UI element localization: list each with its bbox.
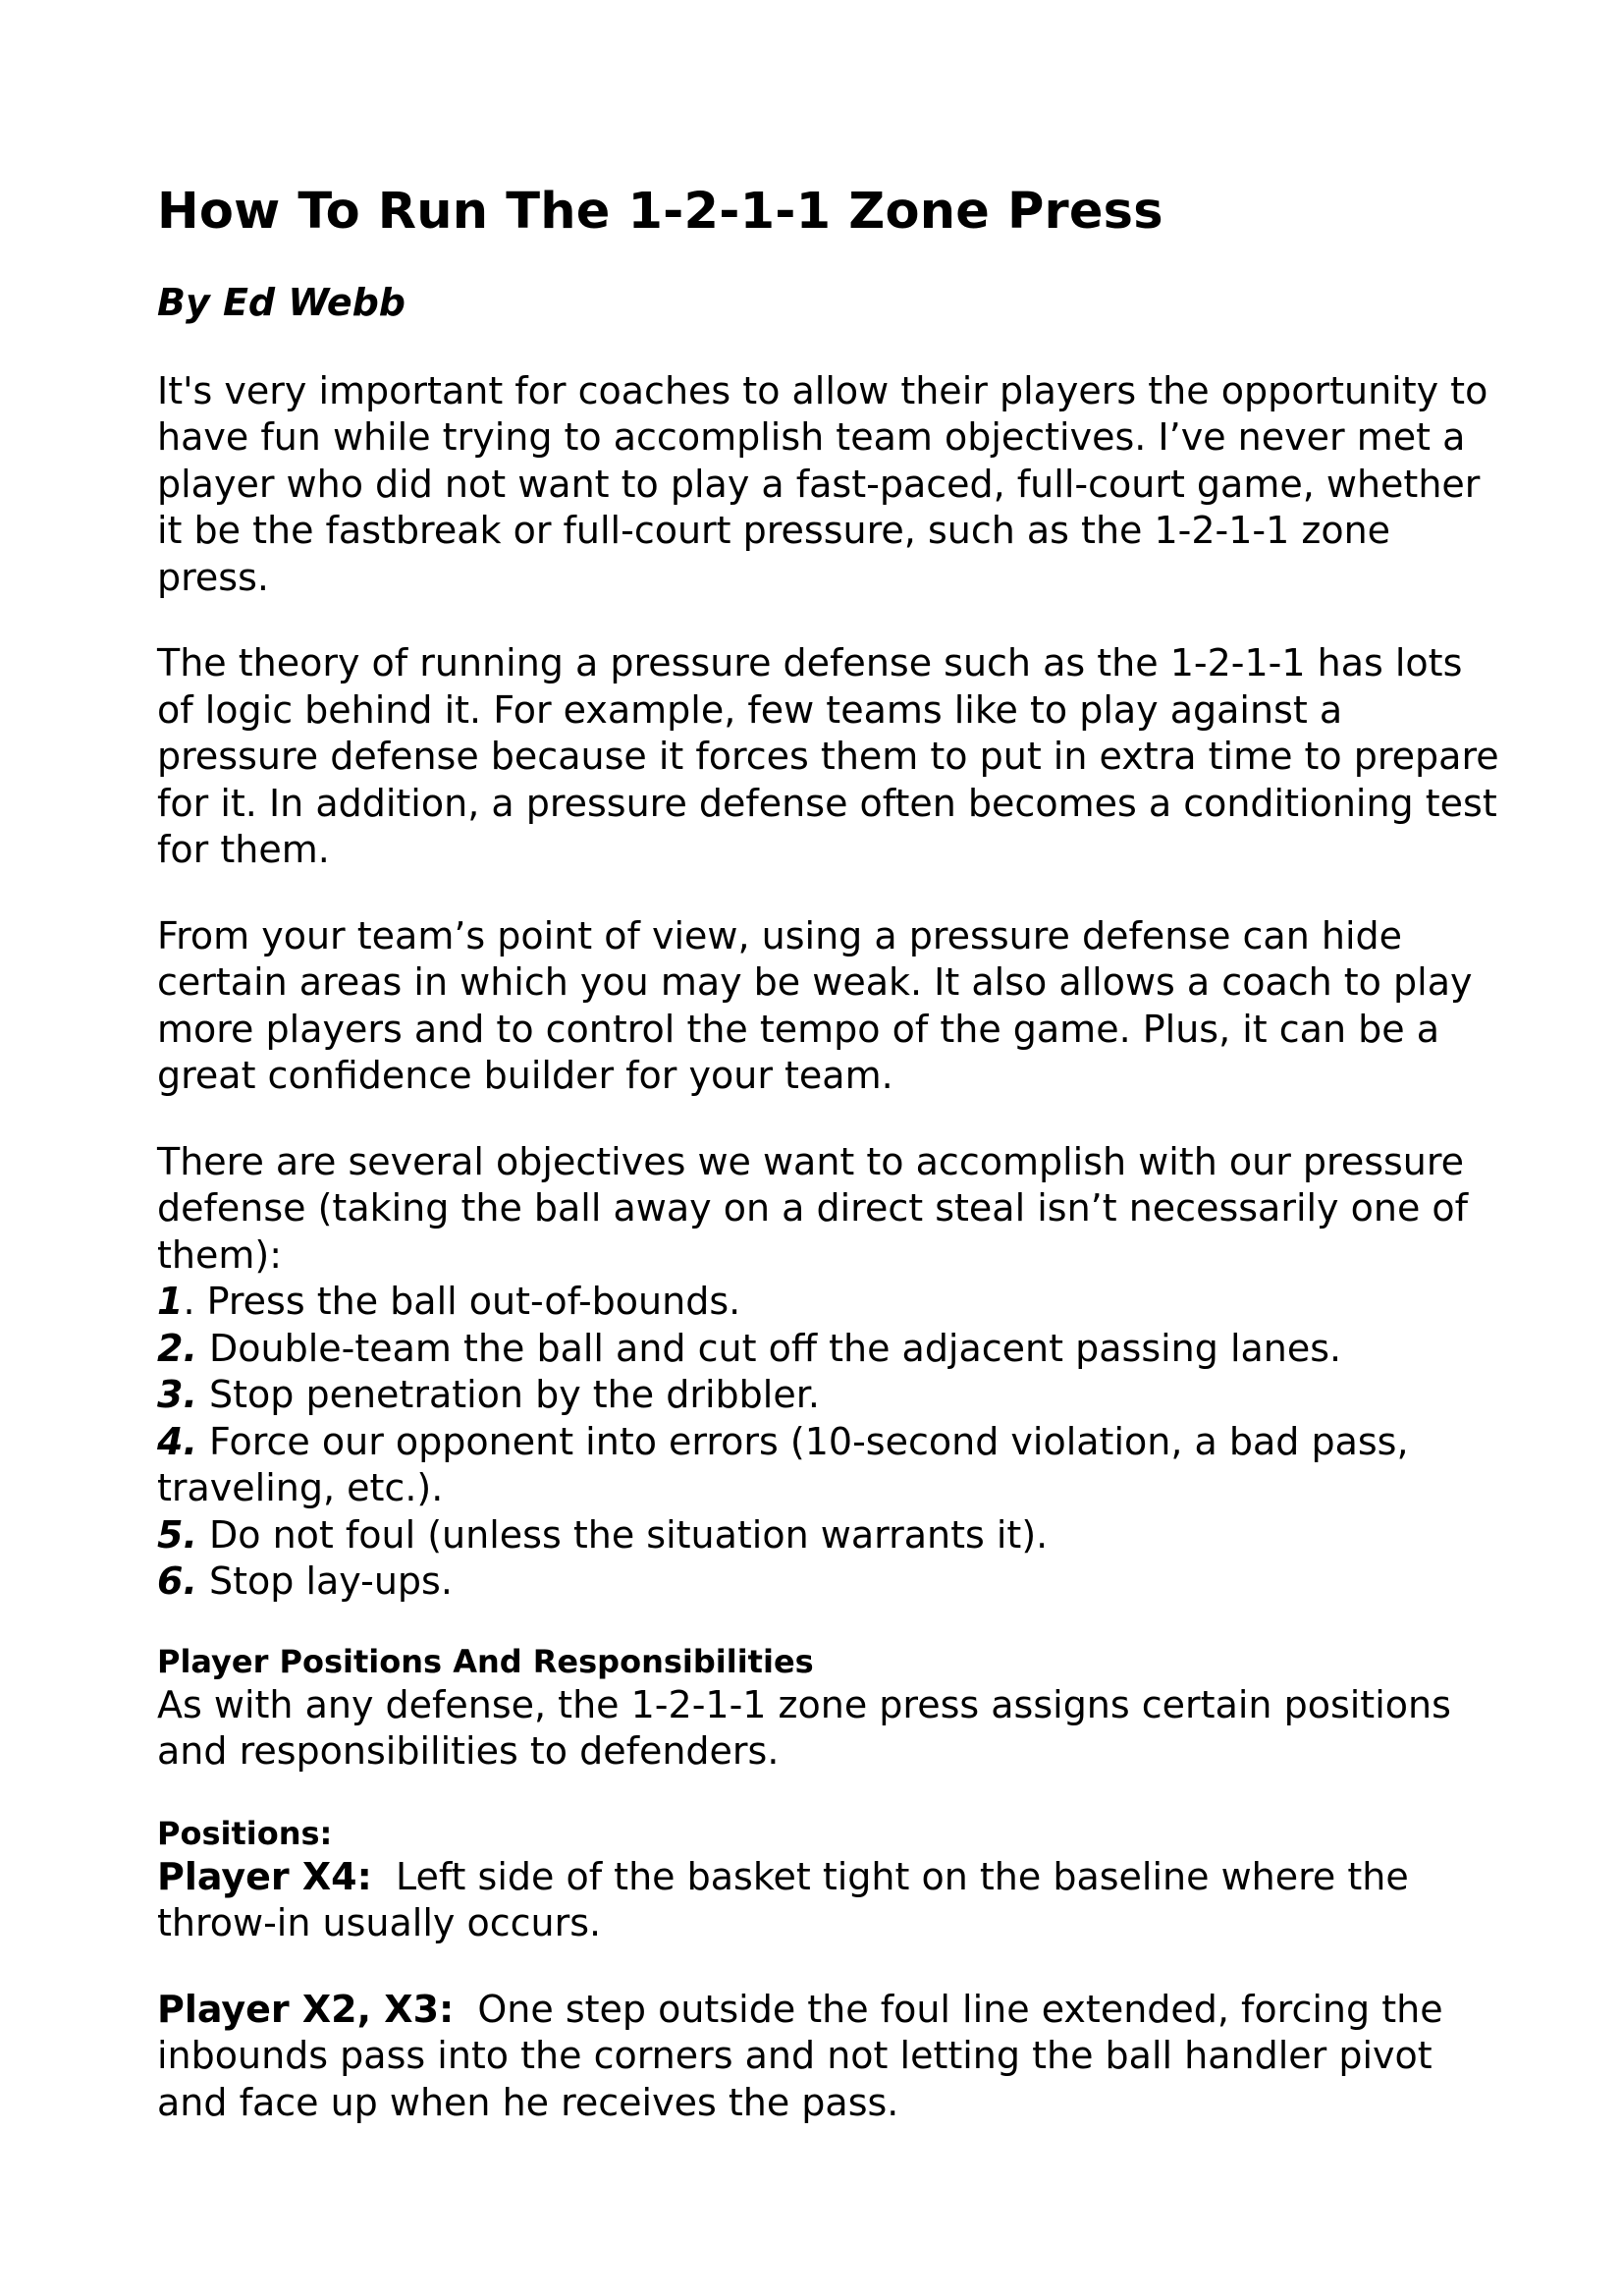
- position-text: Left side of the basket tight on the baseline where the throw-in usually occurs.: [157, 1854, 1409, 1945]
- document-page: [157, 182, 1502, 2165]
- section-heading: Player Positions And Responsibilities: [157, 1642, 814, 1680]
- list-item: [157, 1512, 1502, 1559]
- list-item-number: 3.: [157, 1373, 197, 1417]
- list-item-text: Stop penetration by the dribbler.: [208, 1373, 820, 1417]
- positions-heading: Positions:: [157, 1814, 333, 1852]
- paragraph-section-intro: As with any defense, the 1-2-1-1 zone press assigns certain positions and responsibilities to defenders.: [157, 1682, 1451, 1774]
- paragraph-intro: It's very important for coaches to allow their players the opportunity to have fun while trying to accomplish team objectives. I’ve never met a player who did not want to play a fast-paced, full-court game, whether it be the fastbreak or full-court pressure, such as the 1-2-1-1 zone press.: [157, 368, 1488, 599]
- paragraph-team-view: From your team’s point of view, using a pressure defense can hide certain areas in which you may be weak. It also allows a coach to play more players and to control the tempo of the game. Plus, it can be a great confidence builder for your team.: [157, 913, 1473, 1098]
- list-item-text: Double-team the ball and cut off the adjacent passing lanes.: [208, 1326, 1342, 1370]
- list-item: [157, 1372, 1502, 1419]
- list-item: [157, 1419, 1502, 1512]
- list-item-number: 4.: [157, 1419, 197, 1463]
- paragraph-objectives-intro: There are several objectives we want to accomplish with our pressure defense (taking the ball away on a direct steal isn’t necessarily one of them):: [157, 1139, 1469, 1277]
- list-item-text: Press the ball out-of-bounds.: [206, 1280, 741, 1324]
- list-item: [157, 1326, 1502, 1373]
- list-item-text: Force our opponent into errors (10-second violation, a bad pass, traveling, etc.).: [157, 1419, 1409, 1510]
- position-text: One step outside the foul line extended, forcing the inbounds pass into the corners and not letting the ball handler pivot and face up when he receives the pass.: [157, 1987, 1443, 2124]
- list-item-text: Stop lay-ups.: [208, 1559, 453, 1604]
- position-label: Player X4:: [157, 1854, 372, 1898]
- list-item-number: 2.: [157, 1326, 197, 1370]
- list-item: [157, 1558, 1502, 1606]
- position-x4: [157, 1854, 1502, 1947]
- page-title: How To Run The 1-2-1-1 Zone Press: [157, 183, 1163, 241]
- author-byline: By Ed Webb: [157, 281, 406, 325]
- paragraph-theory: The theory of running a pressure defense such as the 1-2-1-1 has lots of logic behind it. For example, few teams like to play against a pressure defense because it forces them to put in extra time to prepare for it. In addition, a pressure defense often becomes a conditioning test for them.: [157, 641, 1499, 872]
- position-label: Player X2, X3:: [157, 1987, 455, 2031]
- position-x2-x3: [157, 1987, 1502, 2127]
- list-item-number: 6.: [157, 1559, 197, 1604]
- list-item-number: 1: [157, 1280, 184, 1324]
- objectives-list: [157, 1279, 1502, 1606]
- list-item-text: Do not foul (unless the situation warrants it).: [208, 1512, 1049, 1557]
- list-item-number: 5.: [157, 1512, 197, 1557]
- list-item: 1. Press the ball out-of-bounds.: [157, 1280, 741, 1324]
